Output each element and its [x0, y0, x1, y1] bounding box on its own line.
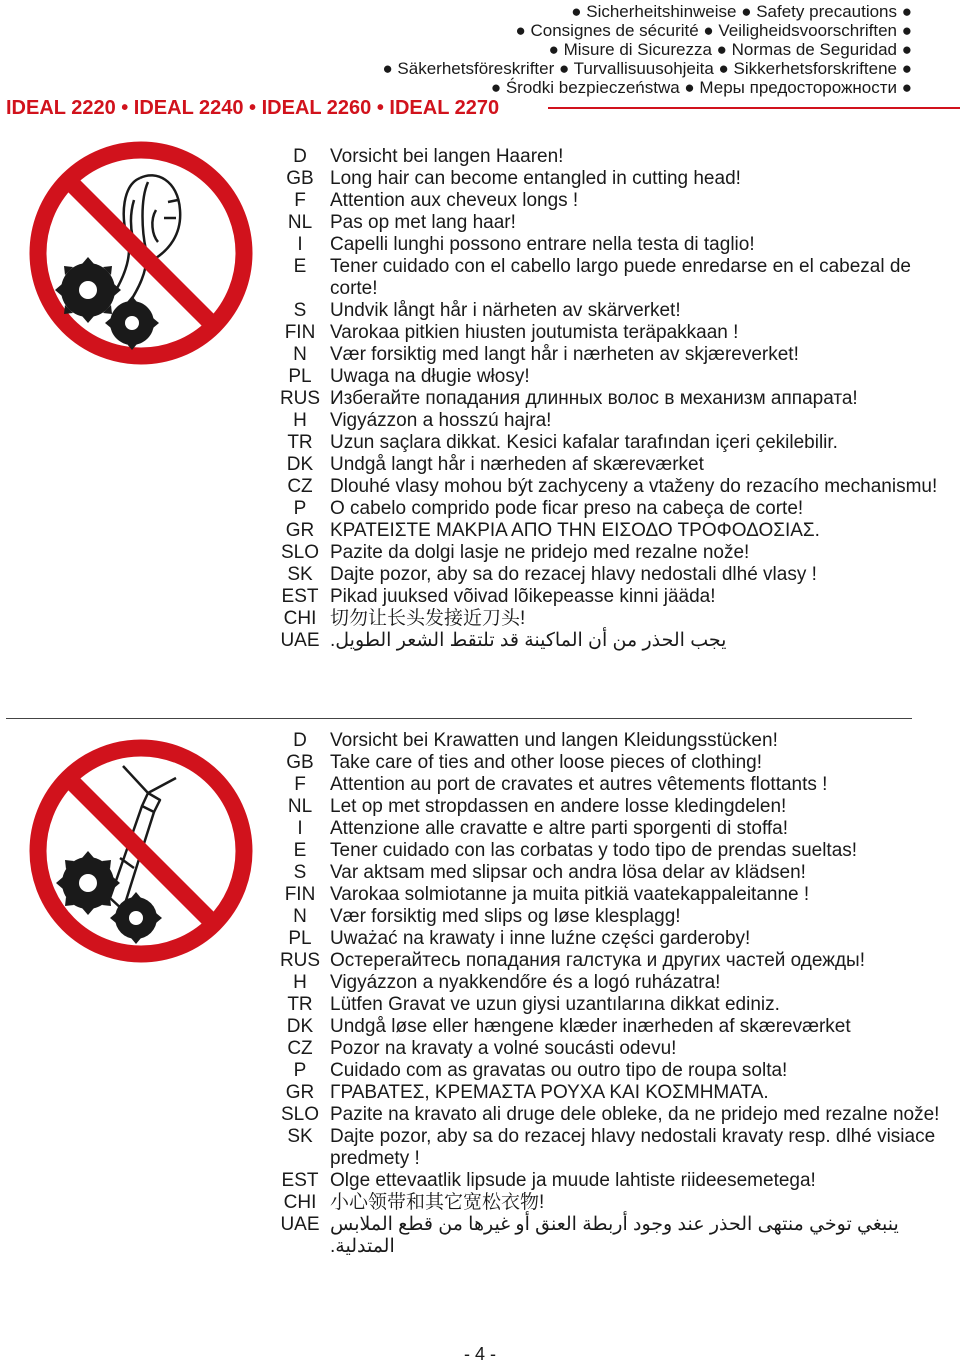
- warning-text: Vigyázzon a nyakkendőre és a logó ruházatra!: [330, 972, 721, 993]
- warning-text: Undgå løse eller hængene klæder inærheden af skæreværket: [330, 1016, 851, 1037]
- hair-row-fin: [270, 322, 950, 344]
- warning-text: Dajte pozor, aby sa do rezacej hlavy nedostali dlhé vlasy !: [330, 564, 817, 585]
- tie-row-n: [270, 906, 950, 928]
- tie-row-tr: [270, 994, 950, 1016]
- warning-text: Vorsicht bei Krawatten und langen Kleidungsstücken!: [330, 730, 778, 751]
- hair-row-rus: [270, 388, 950, 410]
- language-code: RUS: [279, 388, 321, 409]
- language-code: CHI: [283, 1192, 317, 1213]
- tie-row-slo: [270, 1104, 950, 1126]
- clothing-warning-list: [270, 730, 950, 1258]
- language-code: F: [294, 774, 306, 795]
- language-code: CZ: [287, 1038, 313, 1059]
- warning-text: Long hair can become entangled in cutting head!: [330, 168, 741, 189]
- warning-text: يجب الحذر من أن الماكينة قد تلتقط الشعر الطويل.: [330, 630, 727, 651]
- hair-row-n: [270, 344, 950, 366]
- section-divider: [6, 718, 912, 719]
- warning-text: ΓΡΑΒΑΤΕΣ, ΚΡΕΜΑΣΤΑ ΡΟΥΧΑ ΚΑΙ ΚΟΣΜΗΜΑΤΑ.: [330, 1082, 769, 1103]
- language-code: E: [293, 840, 307, 861]
- no-long-hair-sign-icon: [28, 140, 254, 366]
- hair-row-uae: [270, 630, 950, 652]
- tie-row-f: [270, 774, 950, 796]
- header-line-5: ● Środki bezpieczeństwa ● Меры предосторожности ●: [490, 78, 912, 97]
- hair-row-chi: [270, 608, 950, 630]
- hair-row-nl: [270, 212, 950, 234]
- language-code: SK: [287, 1126, 313, 1147]
- language-code: UAE: [280, 1214, 320, 1235]
- language-code: UAE: [280, 630, 320, 651]
- warning-text: Capelli lunghi possono entrare nella testa di taglio!: [330, 234, 755, 255]
- hair-row-gb: [270, 168, 950, 190]
- hair-row-p: [270, 498, 950, 520]
- tie-row-nl: [270, 796, 950, 818]
- language-code: TR: [287, 994, 313, 1015]
- warning-text: Attention aux cheveux longs !: [330, 190, 579, 211]
- model-names: IDEAL 2220 • IDEAL 2240 • IDEAL 2260 • IDEAL 2270: [6, 97, 500, 119]
- language-code: S: [293, 300, 307, 321]
- warning-text: Vorsicht bei langen Haaren!: [330, 146, 564, 167]
- warning-text: Uważać na krawaty i inne luźne części garderoby!: [330, 928, 751, 949]
- warning-text: Olge ettevaatlik lipsude ja muude lahtiste riideesemetega!: [330, 1170, 816, 1191]
- language-code: P: [293, 498, 307, 519]
- language-code: H: [293, 410, 307, 431]
- warning-text: 小心领带和其它宽松衣物!: [330, 1192, 545, 1213]
- language-code: N: [293, 344, 307, 365]
- language-code: CZ: [287, 476, 313, 497]
- language-code: S: [293, 862, 307, 883]
- warning-text: Uzun saçlara dikkat. Kesici kafalar tarafından içeri çekilebilir.: [330, 432, 838, 453]
- tie-row-d: [270, 730, 950, 752]
- warning-text: Избегайте попадания длинных волос в механизм аппарата!: [330, 388, 858, 409]
- warning-text: Pas op met lang haar!: [330, 212, 516, 233]
- warning-text: Let op met stropdassen en andere losse kledingdelen!: [330, 796, 787, 817]
- warning-text: Pazite na kravato ali druge dele obleke, da ne pridejo med rezalne nože!: [330, 1104, 940, 1125]
- language-code: GR: [285, 1082, 315, 1103]
- warning-text: Dajte pozor, aby sa do rezacej hlavy nedostali kravaty resp. dlhé visiace predmety !: [330, 1126, 936, 1169]
- language-code: PL: [288, 928, 312, 949]
- hair-row-tr: [270, 432, 950, 454]
- language-code: E: [293, 256, 307, 277]
- tie-row-s: [270, 862, 950, 884]
- header-line-4: ● Säkerhetsföreskrifter ● Turvallisuusohjeita ● Sikkerhetsforskriftene ●: [382, 59, 912, 78]
- hair-row-slo: [270, 542, 950, 564]
- warning-text: Vær forsiktig med slips og løse klesplagg!: [330, 906, 681, 927]
- header-line-3: ● Misure di Sicurezza ● Normas de Seguridad ●: [548, 40, 912, 59]
- language-code: PL: [288, 366, 312, 387]
- tie-row-dk: [270, 1016, 950, 1038]
- tie-row-gr: [270, 1082, 950, 1104]
- warning-text: Attention au port de cravates et autres vêtements flottants !: [330, 774, 828, 795]
- hair-row-s: [270, 300, 950, 322]
- warning-text: Var aktsam med slipsar och andra lösa delar av klädsen!: [330, 862, 806, 883]
- tie-row-p: [270, 1060, 950, 1082]
- warning-text: Varokaa pitkien hiusten joutumista teräpakkaan !: [330, 322, 739, 343]
- language-code: FIN: [284, 322, 316, 343]
- tie-row-sk: [270, 1126, 950, 1170]
- language-code: H: [293, 972, 307, 993]
- warning-text: Pazite da dolgi lasje ne pridejo med rezalne nože!: [330, 542, 750, 563]
- warning-text: Uwaga na długie włosy!: [330, 366, 530, 387]
- language-code: SK: [287, 564, 313, 585]
- language-code: RUS: [279, 950, 321, 971]
- hair-row-est: [270, 586, 950, 608]
- header-line-2: ● Consignes de sécurité ● Veiligheidsvoorschriften ●: [515, 21, 912, 40]
- hair-row-h: [270, 410, 950, 432]
- hair-row-pl: [270, 366, 950, 388]
- language-code: FIN: [284, 884, 316, 905]
- warning-text: Tener cuidado con el cabello largo puede enredarse en el cabezal de corte!: [330, 256, 911, 299]
- hair-row-cz: [270, 476, 950, 498]
- language-code: I: [297, 234, 303, 255]
- language-code: D: [293, 146, 307, 167]
- warning-text: Lütfen Gravat ve uzun giysi uzantılarına dikkat ediniz.: [330, 994, 780, 1015]
- language-code: CHI: [283, 608, 317, 629]
- language-code: I: [297, 818, 303, 839]
- warning-text: Take care of ties and other loose pieces of clothing!: [330, 752, 762, 773]
- language-code: NL: [287, 796, 313, 817]
- warning-text: Cuidado com as gravatas ou outro tipo de roupa solta!: [330, 1060, 788, 1081]
- language-code: EST: [281, 1170, 319, 1191]
- page-number: - 4 -: [463, 1344, 496, 1364]
- language-code: SLO: [280, 1104, 320, 1125]
- warning-text: ΚΡΑΤΕΙΣΤΕ ΜΑΚΡΙΑ ΑΠΟ ΤΗΝ ΕΙΣΟΔΟ ΤΡΟΦΟΔΟΣΙΑΣ.: [330, 520, 820, 541]
- no-loose-clothing-sign-icon: [28, 738, 254, 964]
- language-code: DK: [286, 454, 314, 475]
- tie-row-chi: [270, 1192, 950, 1214]
- warning-text: Pikad juuksed võivad lõikepeasse kinni jääda!: [330, 586, 716, 607]
- warning-text: Dlouhé vlasy mohou být zachyceny a vtaženy do rezacího mechanismu!: [330, 476, 938, 497]
- hair-row-e: [270, 256, 950, 300]
- language-code: GB: [286, 168, 314, 189]
- tie-row-gb: [270, 752, 950, 774]
- warning-text: Остерегайтесь попадания галстука и других частей одежды!: [330, 950, 865, 971]
- language-code: GR: [285, 520, 315, 541]
- warning-text: Varokaa solmiotanne ja muita pitkiä vaatekappaleitanne !: [330, 884, 810, 905]
- language-code: DK: [286, 1016, 314, 1037]
- language-code: N: [293, 906, 307, 927]
- tie-row-fin: [270, 884, 950, 906]
- language-code: GB: [286, 752, 314, 773]
- hair-row-i: [270, 234, 950, 256]
- tie-row-e: [270, 840, 950, 862]
- warning-text: Vigyázzon a hosszú hajra!: [330, 410, 552, 431]
- warning-text: Attenzione alle cravatte e altre parti sporgenti di stoffa!: [330, 818, 789, 839]
- tie-row-pl: [270, 928, 950, 950]
- warning-text: O cabelo comprido pode ficar preso na cabeça de corte!: [330, 498, 804, 519]
- warning-text: Pozor na kravaty a volné soucásti odevu!: [330, 1038, 677, 1059]
- language-code: SLO: [280, 542, 320, 563]
- warning-text: Vær forsiktig med langt hår i nærheten av skjæreverket!: [330, 344, 799, 365]
- warning-text: Undvik långt hår i närheten av skärverket!: [330, 300, 681, 321]
- warning-text: 切勿让长头发接近刀头!: [330, 608, 526, 629]
- hair-row-sk: [270, 564, 950, 586]
- tie-row-uae: [270, 1214, 950, 1258]
- header-line-1: ● Sicherheitshinweise ● Safety precautions ●: [571, 2, 912, 21]
- language-code: EST: [281, 586, 319, 607]
- warning-text: ينبغي توخي منتهى الحذر عند وجود أربطة العنق أو غيرها من قطع الملابس المتدلية.: [330, 1214, 899, 1257]
- language-code: TR: [287, 432, 313, 453]
- hair-row-gr: [270, 520, 950, 542]
- tie-row-h: [270, 972, 950, 994]
- hair-row-d: [270, 146, 950, 168]
- warning-text: Tener cuidado con las corbatas y todo tipo de prendas sueltas!: [330, 840, 858, 861]
- language-code: P: [293, 1060, 307, 1081]
- tie-row-i: [270, 818, 950, 840]
- hair-warning-list: [270, 146, 950, 652]
- tie-row-cz: [270, 1038, 950, 1060]
- tie-row-est: [270, 1170, 950, 1192]
- language-code: NL: [287, 212, 313, 233]
- hair-row-dk: [270, 454, 950, 476]
- warning-text: Undgå langt hår i nærheden af skæreværket: [330, 454, 704, 475]
- tie-row-rus: [270, 950, 950, 972]
- language-code: F: [294, 190, 306, 211]
- header-rule: [548, 107, 960, 109]
- language-code: D: [293, 730, 307, 751]
- hair-row-f: [270, 190, 950, 212]
